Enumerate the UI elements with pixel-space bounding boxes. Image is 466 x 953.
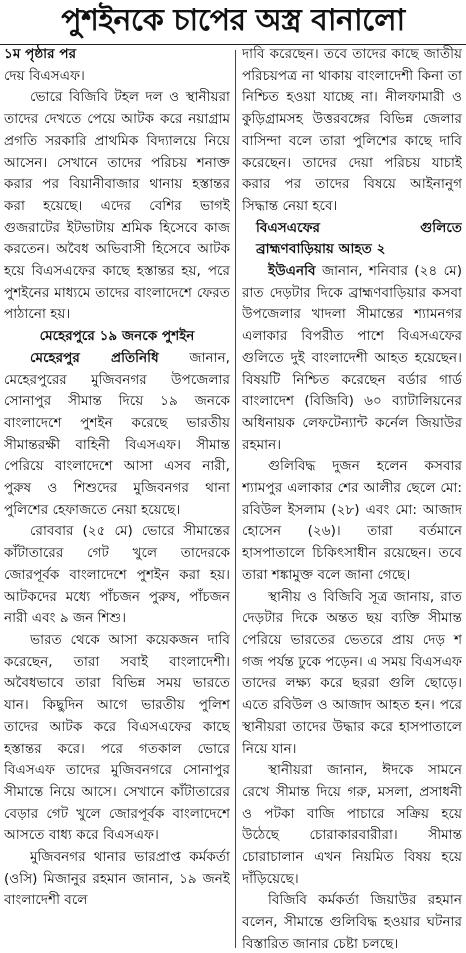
section-byline: মেহেরপুর প্রতিনিধি: [30, 349, 159, 366]
section-body: [4, 348, 230, 522]
section-body-text: জানান, মেহেরপুরের মুজিবনগর উপজেলার সোনাপুর সীমান্ত দিয়ে ১৯ জনকে বাংলাদেশে পুশইন করেছে ভারতীয় সীমান্তরক্ষী বাহিনী বিএসএফ। সীমান্ত পেরিয়ে বাংলাদেশে আসা এসব নারী, পুরুষ ও শিশুদের মুজিবনগর থানা পুলিশের হেফাজতে নেয়া হয়েছে।: [4, 349, 230, 518]
section-heading-part: বিএসএফের: [256, 219, 320, 236]
continued-from-label: ১ম পৃষ্ঠার পর: [4, 46, 77, 62]
section-body: [242, 261, 462, 456]
paragraph: মুজিবনগর থানার ভারপ্রাপ্ত কর্মকর্তা (ওসি) মিজানুর রহমান জানান, ১৯ জনই বাংলাদেশী বলে: [4, 849, 230, 909]
paragraph: রোববার (২৫ মে) ভোরে সীমান্তের কাঁটাতারের গেট খুলে তাদেরকে জোরপূর্বক বাংলাদেশে পুশইন করা হয়। আটকদের মধ্যে পাঁচজন পুরুষ, পাঁচজন নারী এবং ৯ জন শিশু।: [4, 523, 230, 627]
paragraph: দেয় বিএসএফ।: [4, 67, 85, 84]
paragraph: গুলিবিদ্ধ দুজন হলেন কসবার শ্যামপুর এলাকার শের আলীর ছেলে মো: রবিউল ইসলাম (২৮) এবং মো: আজাদ হোসেন (২৬)। তারা বর্তমানে হাসপাতালে চিকিৎসাধীন রয়েছেন। তবে তারা শঙ্কামুক্ত বলে জানা গেছে।: [242, 458, 462, 583]
section-heading: [242, 218, 462, 240]
headline: পুশইনকে চাপের অস্ত্র বানালো: [61, 3, 405, 38]
right-column: [242, 44, 462, 949]
paragraph: ভোরে বিজিবি টহল দল ও স্থানীয়রা তাদের দেখতে পেয়ে আটক করে নয়াগ্রাম প্রগতি সরকারি প্রাথমিক বিদ্যালয়ে নিয়ে আসেন। সেখানে তাদের পরিচয় শনাক্ত করার পর বিয়ানীবাজার থানায় হস্তান্তর করা হয়েছে। এদের বেশির ভাগই গুজরাটের ইটভাটায় শ্রমিক হিসেবে কাজ করতেন। অবৈধ অভিবাসী হিসেবে আটক হয়ে বিএসএফের কাছে হস্তান্তর হয়, পরে পুশইনের মাধ্যমে তাদের বাংলাদেশে ফেরত পাঠানো হয়।: [4, 89, 230, 323]
section-heading-line2: ব্রাহ্মণবাড়িয়ায় আহত ২: [256, 241, 386, 258]
column-divider: [235, 50, 236, 948]
paragraph: স্থানীয়রা জানান, ঈদকে সামনে রেখে সীমান্ত দিয়ে গরু, মসলা, প্রসাধনী ও পটকা বাজি পাচারে সক্রিয় হয়ে উঠেছে চোরাকারবারীরা। সীমান্ত চোরাচালান এখন নিয়মিত বিষয় হয়ে দাঁড়িয়েছে।: [242, 762, 462, 887]
paragraph: দাবি করেছেন। তবে তাদের কাছে জাতীয় পরিচয়পত্র না থাকায় বাংলাদেশী কিনা তা নিশ্চিত হওয়া যাচ্ছে না। নীলফামারী ও কুড়িগ্রামসহ উত্তরবঙ্গের বিভিন্ন জেলার বাসিন্দা বলে তারা পুলিশের কাছে দাবি করেছেন। তাদের দেয়া পরিচয় যাচাই করার পর তাদের বিষয়ে আইনানুগ সিদ্ধান্ত নেয়া হবে।: [242, 46, 462, 214]
section-heading: মেহেরপুরে ১৯ জনকে পুশইন: [39, 328, 195, 345]
paragraph: স্থানীয় ও বিজিবি সূত্র জানায়, রাত দেড়টার দিকে অন্তত ছয় ব্যক্তি সীমান্ত পেরিয়ে ভারতের ভেতরে প্রায় দেড় শ গজ পর্যন্ত ঢুকে পড়েন। এ সময় বিএসএফ তাদের লক্ষ্য করে ছররা গুলি ছোড়ে। এতে রবিউল ও আজাদ আহত হন। পরে স্থানীয়রা তাদের উদ্ধার করে হাসপাতালে নিয়ে যান।: [242, 588, 462, 757]
left-column: [4, 44, 230, 949]
section-heading-part: গুলিতে: [420, 219, 462, 236]
section-body-text: জানান, শনিবার (২৪ মে) রাত দেড়টার দিকে ব্রাহ্মণবাড়িয়ার কসবা উপজেলার খাদলা সীমান্তের শ্যামনগর এলাকার বিপরীত পাশে বিএসএফের গুলিতে দুই বাংলাদেশী আহত হয়েছেন। বিষয়টি নিশ্চিত করেছেন বর্ডার গার্ড বাংলাদেশ (বিজিবি) ৬০ ব্যাটালিয়নের অধিনায়ক লেফটেন্যান্ট কর্নেল জিয়াউর রহমান।: [242, 263, 462, 453]
section-byline: ইউএনবি: [268, 263, 316, 280]
paragraph: বিজিবি কর্মকর্তা জিয়াউর রহমান বলেন, সীমান্তে গুলিবিদ্ধ হওয়ার ঘটনার বিস্তারিত জানার চেষ্টা চলছে।: [242, 892, 462, 949]
paragraph: ভারত থেকে আসা কয়েকজন দাবি করেছেন, তারা সবাই বাংলাদেশী। অবৈধভাবে তারা বিভিন্ন সময় ভারতে যান। কিছুদিন আগে ভারতীয় পুলিশ তাদের আটক করে বিএসএফের কাছে হস্তান্তর করে। পরে গতকাল ভোরে বিএসএফ তাদের মুজিবনগরে সোনাপুর সীমান্তে নিয়ে আসে। সেখানে কাঁটাতারের বেড়ার গেট খুলে জোরপূর্বক বাংলাদেশে আসতে বাধ্য করে বিএসএফ।: [4, 631, 230, 844]
